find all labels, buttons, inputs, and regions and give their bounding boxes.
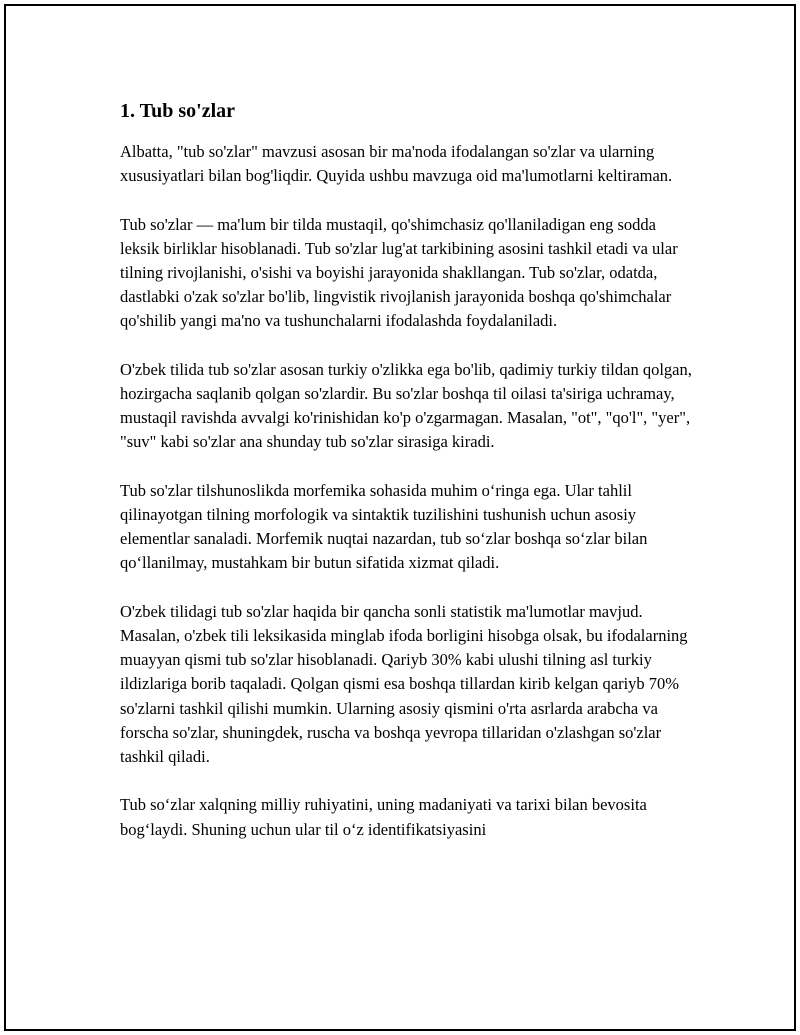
paragraph: Albatta, "tub so'zlar" mavzusi asosan bir ma'noda ifodalangan so'zlar va ularning xususiyatlari bilan bog'liqdir. Quyida ushbu mavzuga oid ma'lumotlarni keltiraman. xyxy=(120,142,673,186)
paragraph: O'zbek tilidagi tub so'zlar haqida bir qancha sonli statistik ma'lumotlar mavjud. Masalan, o'zbek tili leksikasida minglab ifoda borligini hisobga olsak, bu ifodalarning muayyan qismi tub so'zlar hisoblanadi. Qariyb 30% kabi ulushi tilning asl turkiy ildizlariga borib taqaladi. Qolgan qismi esa boshqa tillardan kirib kelgan qariyb 70% so'zlarni tashkil qilishi mumkin. Ularning asosiy qismini o'rta asrlarda arabcha va forscha so'zlar, shuningdek, ruscha va boshqa yevropa tillaridan o'zlashgan so'zlar tashkil qiladi. xyxy=(120,601,688,767)
document-body xyxy=(120,96,696,866)
paragraph: Tub so'zlar tilshunoslikda morfemika sohasida muhim o‘ringa ega. Ular tahlil qilinayotgan tilning morfologik va sintaktik tuzilishini tushunish uchun asosiy elementlar sanaladi. Morfemik nuqtai nazardan, tub so‘zlar boshqa so‘zlar bilan qo‘llanilmay, mustahkam bir butun sifatida xizmat qiladi. xyxy=(120,480,648,573)
paragraph: Tub so‘zlar xalqning milliy ruhiyatini, uning madaniyati va tarixi bilan bevosita bog‘laydi. Shuning uchun ular til o‘z identifikatsiyasini xyxy=(120,795,647,839)
document-page xyxy=(4,4,796,1031)
paragraph: O'zbek tilida tub so'zlar asosan turkiy o'zlikka ega bo'lib, qadimiy turkiy tildan qolgan, hozirgacha saqlanib qolgan so'zlardir. Bu so'zlar boshqa til oilasi ta'siriga uchramay, mustaqil ravishda avvalgi ko'rinishidan ko'p o'zgarmagan. Masalan, "ot", "qo'l", "yer", "suv" kabi so'zlar ana shunday tub so'zlar sirasiga kiradi. xyxy=(120,359,692,452)
paragraph: Tub so'zlar — ma'lum bir tilda mustaqil, qo'shimchasiz qo'llaniladigan eng sodda leksik birliklar hisoblanadi. Tub so'zlar lug'at tarkibining asosini tashkil etadi va ular tilning rivojlanishi, o'sishi va boyishi jarayonida shakllangan. Tub so'zlar, odatda, dastlabki o'zak so'zlar bo'lib, lingvistik rivojlanish jarayonida boshqa qo'shimchalar qo'shilib yangi ma'no va tushunchalarni ifodalashda foydalaniladi. xyxy=(120,214,678,331)
section-heading: 1. Tub so'zlar xyxy=(120,100,236,122)
